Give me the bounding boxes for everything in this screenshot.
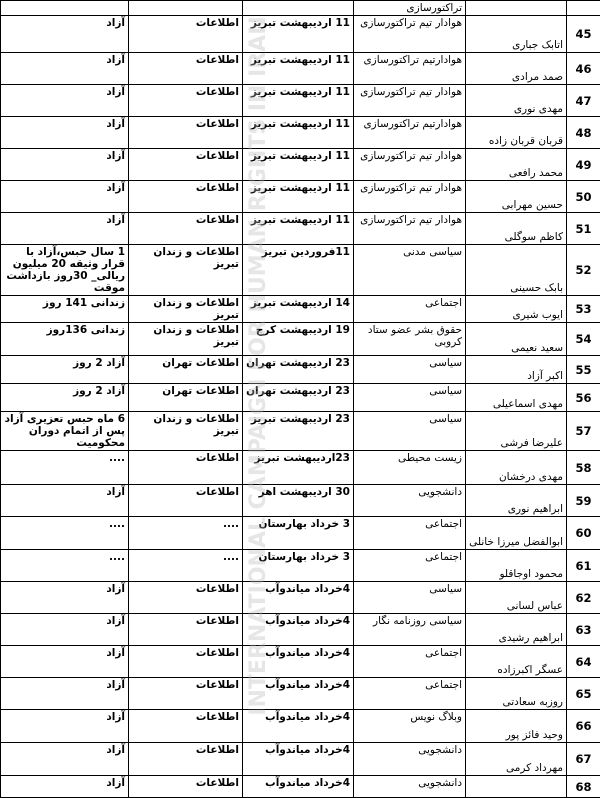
arrest-date-place: 14 اردیبهشت تبریز (243, 296, 354, 323)
detention-status: آزاد (1, 646, 129, 678)
arresting-authority: اطلاعات (129, 117, 243, 149)
table-row (1, 1, 600, 16)
activity-type: هوادار تیم تراکتورسازی (354, 16, 466, 53)
arresting-authority: اطلاعات و زندان تبریز (129, 296, 243, 323)
table-row (1, 743, 600, 776)
row-number (567, 1, 600, 16)
detainee-name: محمد رافعی (466, 149, 567, 181)
detention-status: آزاد (1, 85, 129, 117)
detainee-name: کاظم سوگلی (466, 213, 567, 245)
arresting-authority: اطلاعات (129, 776, 243, 798)
detention-status: .... (1, 550, 129, 582)
activity-type: سیاسی (354, 384, 466, 412)
detainee-name: حسین مهرابی (466, 181, 567, 213)
table-row (1, 296, 600, 323)
table-row (1, 117, 600, 149)
detainee-name: سعید نعیمی (466, 323, 567, 356)
detention-status: آزاد (1, 743, 129, 776)
detainee-name: علیرضا فرشی (466, 412, 567, 451)
detainee-name: ایوب شیری (466, 296, 567, 323)
detention-status: آزاد 2 روز (1, 384, 129, 412)
activity-type: اجتماعی (354, 296, 466, 323)
row-number: 52 (567, 245, 600, 296)
row-number: 49 (567, 149, 600, 181)
detainee-name: مهدی درخشان (466, 451, 567, 485)
activity-type: سیاسی روزنامه نگار (354, 614, 466, 646)
detainee-name: صمد مرادی (466, 53, 567, 85)
arrest-date-place: 3 خرداد بهارستان (243, 550, 354, 582)
detainee-name: ابوالفضل میرزا خانلی (466, 517, 567, 550)
activity-type: سیاسی (354, 356, 466, 384)
table-row (1, 678, 600, 710)
arrest-date-place: 11 اردیبهشت تبریز (243, 149, 354, 181)
row-number: 65 (567, 678, 600, 710)
activity-type: اجتماعی (354, 550, 466, 582)
arresting-authority: اطلاعات (129, 451, 243, 485)
arresting-authority (129, 1, 243, 16)
row-number: 58 (567, 451, 600, 485)
arresting-authority: .... (129, 550, 243, 582)
arrest-date-place: 3 خرداد بهارستان (243, 517, 354, 550)
arrest-date-place: 11 اردیبهشت تبریز (243, 181, 354, 213)
activity-type: اجتماعی (354, 517, 466, 550)
table-row (1, 614, 600, 646)
activity-type: وبلاگ نویس (354, 710, 466, 743)
row-number: 60 (567, 517, 600, 550)
table-row (1, 485, 600, 517)
table-row (1, 412, 600, 451)
detainee-name: روزبه سعادتی (466, 678, 567, 710)
row-number: 62 (567, 582, 600, 614)
table-row (1, 710, 600, 743)
arrest-date-place: 4خرداد میاندوآب (243, 710, 354, 743)
detention-status: آزاد (1, 485, 129, 517)
detention-status: 6 ماه حبس تعزیری آزاد پس از اتمام دوران محکومیت (1, 412, 129, 451)
table-row (1, 85, 600, 117)
table-row (1, 356, 600, 384)
activity-type: هوادار تیم تراکتورسازی (354, 213, 466, 245)
arresting-authority: اطلاعات و زندان تبریز (129, 245, 243, 296)
arrest-date-place: 23 اردیبهشت تهران (243, 384, 354, 412)
detainee-name: ابراهیم نوری (466, 485, 567, 517)
row-number: 59 (567, 485, 600, 517)
detention-status: 1 سال حبس،آزاد با قرار وثیقه 20 میلیون ریالی_ 30روز بازداشت موقت (1, 245, 129, 296)
arrest-date-place: 11 اردیبهشت تبریز (243, 16, 354, 53)
row-number: 48 (567, 117, 600, 149)
row-number: 55 (567, 356, 600, 384)
activity-type: دانشجویی (354, 485, 466, 517)
table-row (1, 323, 600, 356)
detainee-name: محمود اوجاقلو (466, 550, 567, 582)
row-number: 68 (567, 776, 600, 798)
detention-status: آزاد (1, 53, 129, 85)
activity-type: هوادارتیم تراکتورسازی (354, 117, 466, 149)
activity-type: سیاسی (354, 412, 466, 451)
arresting-authority: .... (129, 517, 243, 550)
detainee-name: عباس لسانی (466, 582, 567, 614)
detention-status: آزاد (1, 181, 129, 213)
detention-status: آزاد (1, 117, 129, 149)
row-number: 47 (567, 85, 600, 117)
arrest-date-place: 23 اردیبهشت تهران (243, 356, 354, 384)
activity-type: هوادار تیم تراکتورسازی (354, 181, 466, 213)
arresting-authority: اطلاعات (129, 646, 243, 678)
arrest-date-place: 23اردیبهشت تبریز (243, 451, 354, 485)
row-number: 64 (567, 646, 600, 678)
arrest-date-place: 4خرداد میاندوآب (243, 743, 354, 776)
arrest-date-place: 23 اردیبهشت تبریز (243, 412, 354, 451)
arrest-date-place: 11فروردین تبریز (243, 245, 354, 296)
detention-status: آزاد (1, 710, 129, 743)
arresting-authority: اطلاعات تهران (129, 356, 243, 384)
detainee-name (466, 776, 567, 798)
activity-type: زیست محیطی (354, 451, 466, 485)
arrest-date-place: 4خرداد میاندوآب (243, 614, 354, 646)
detainee-name: مهدی اسماعیلی (466, 384, 567, 412)
table-row (1, 517, 600, 550)
detention-status: آزاد 2 روز (1, 356, 129, 384)
arrest-date-place: 11 اردیبهشت تبریز (243, 85, 354, 117)
detention-status: .... (1, 451, 129, 485)
detention-status: آزاد (1, 213, 129, 245)
detention-status: آزاد (1, 614, 129, 646)
detainee-name: عسگر اکبرزاده (466, 646, 567, 678)
arrest-date-place: 19 اردیبهشت کرج (243, 323, 354, 356)
detainee-name: قربان قربان زاده (466, 117, 567, 149)
activity-type: هوادارتیم تراکتورسازی (354, 53, 466, 85)
arrest-date-place: 4خرداد میاندوآب (243, 776, 354, 798)
table-body (1, 1, 600, 798)
activity-type: هوادار تیم تراکتورسازی (354, 149, 466, 181)
table-row (1, 384, 600, 412)
detainee-name: مهدی نوری (466, 85, 567, 117)
activity-type: دانشجویی (354, 776, 466, 798)
arresting-authority: اطلاعات و زندان تبریز (129, 323, 243, 356)
arresting-authority: اطلاعات (129, 53, 243, 85)
arresting-authority: اطلاعات (129, 582, 243, 614)
arresting-authority: اطلاعات (129, 85, 243, 117)
detainee-name (466, 1, 567, 16)
activity-type: سیاسی (354, 582, 466, 614)
activity-type: حقوق بشر عضو ستاد کروبی (354, 323, 466, 356)
arrest-date-place: 4خرداد میاندوآب (243, 582, 354, 614)
arresting-authority: اطلاعات (129, 181, 243, 213)
detention-status: آزاد (1, 678, 129, 710)
detention-status: آزاد (1, 149, 129, 181)
row-number: 57 (567, 412, 600, 451)
arrest-date-place: 30 اردیبهشت اهر (243, 485, 354, 517)
row-number: 61 (567, 550, 600, 582)
row-number: 51 (567, 213, 600, 245)
row-number: 45 (567, 16, 600, 53)
detainee-name: بابک حسینی (466, 245, 567, 296)
row-number: 67 (567, 743, 600, 776)
row-number: 54 (567, 323, 600, 356)
table-row (1, 550, 600, 582)
detainee-name: اتابک جباری (466, 16, 567, 53)
arrest-date-place: 11 اردیبهشت تبریز (243, 213, 354, 245)
table-row (1, 16, 600, 53)
row-number: 63 (567, 614, 600, 646)
arresting-authority: اطلاعات (129, 149, 243, 181)
activity-type: تراکتورسازی (354, 1, 466, 16)
activity-type: دانشجویی (354, 743, 466, 776)
arrest-date-place (243, 1, 354, 16)
arresting-authority: اطلاعات (129, 16, 243, 53)
arresting-authority: اطلاعات (129, 743, 243, 776)
table-row (1, 776, 600, 798)
arresting-authority: اطلاعات (129, 710, 243, 743)
detention-status: آزاد (1, 16, 129, 53)
detention-status: .... (1, 517, 129, 550)
arresting-authority: اطلاعات و زندان تبریز (129, 412, 243, 451)
watermark-text: INTERNATIONAL CAMPAIGN FOR HUMAN RIGHTS IN IRAN (246, 16, 271, 715)
table-row (1, 53, 600, 85)
detention-status: آزاد (1, 776, 129, 798)
arrest-date-place: 4خرداد میاندوآب (243, 646, 354, 678)
detainee-name: ابراهیم رشیدی (466, 614, 567, 646)
table-row (1, 245, 600, 296)
row-number: 53 (567, 296, 600, 323)
arresting-authority: اطلاعات (129, 485, 243, 517)
detention-status: زندانی 136روز (1, 323, 129, 356)
arresting-authority: اطلاعات (129, 678, 243, 710)
table-row (1, 213, 600, 245)
row-number: 46 (567, 53, 600, 85)
activity-type: اجتماعی (354, 646, 466, 678)
table-row (1, 181, 600, 213)
activity-type: اجتماعی (354, 678, 466, 710)
table-row (1, 451, 600, 485)
arresting-authority: اطلاعات تهران (129, 384, 243, 412)
activity-type: سیاسی مدنی (354, 245, 466, 296)
detainee-name: وحید فائز پور (466, 710, 567, 743)
arrest-date-place: 4خرداد میاندوآب (243, 678, 354, 710)
detainee-name: مهرداد کرمی (466, 743, 567, 776)
table-row (1, 646, 600, 678)
arrest-date-place: 11 اردیبهشت تبریز (243, 117, 354, 149)
detention-status: آزاد (1, 582, 129, 614)
detainee-name: اکبر آزاد (466, 356, 567, 384)
row-number: 66 (567, 710, 600, 743)
activity-type: هوادار تیم تراکتورسازی (354, 85, 466, 117)
row-number: 56 (567, 384, 600, 412)
detention-status: زندانی 141 روز (1, 296, 129, 323)
table-row (1, 149, 600, 181)
table-row (1, 582, 600, 614)
arresting-authority: اطلاعات (129, 213, 243, 245)
arresting-authority: اطلاعات (129, 614, 243, 646)
row-number: 50 (567, 181, 600, 213)
arrest-date-place: 11 اردیبهشت تبریز (243, 53, 354, 85)
detention-status (1, 1, 129, 16)
